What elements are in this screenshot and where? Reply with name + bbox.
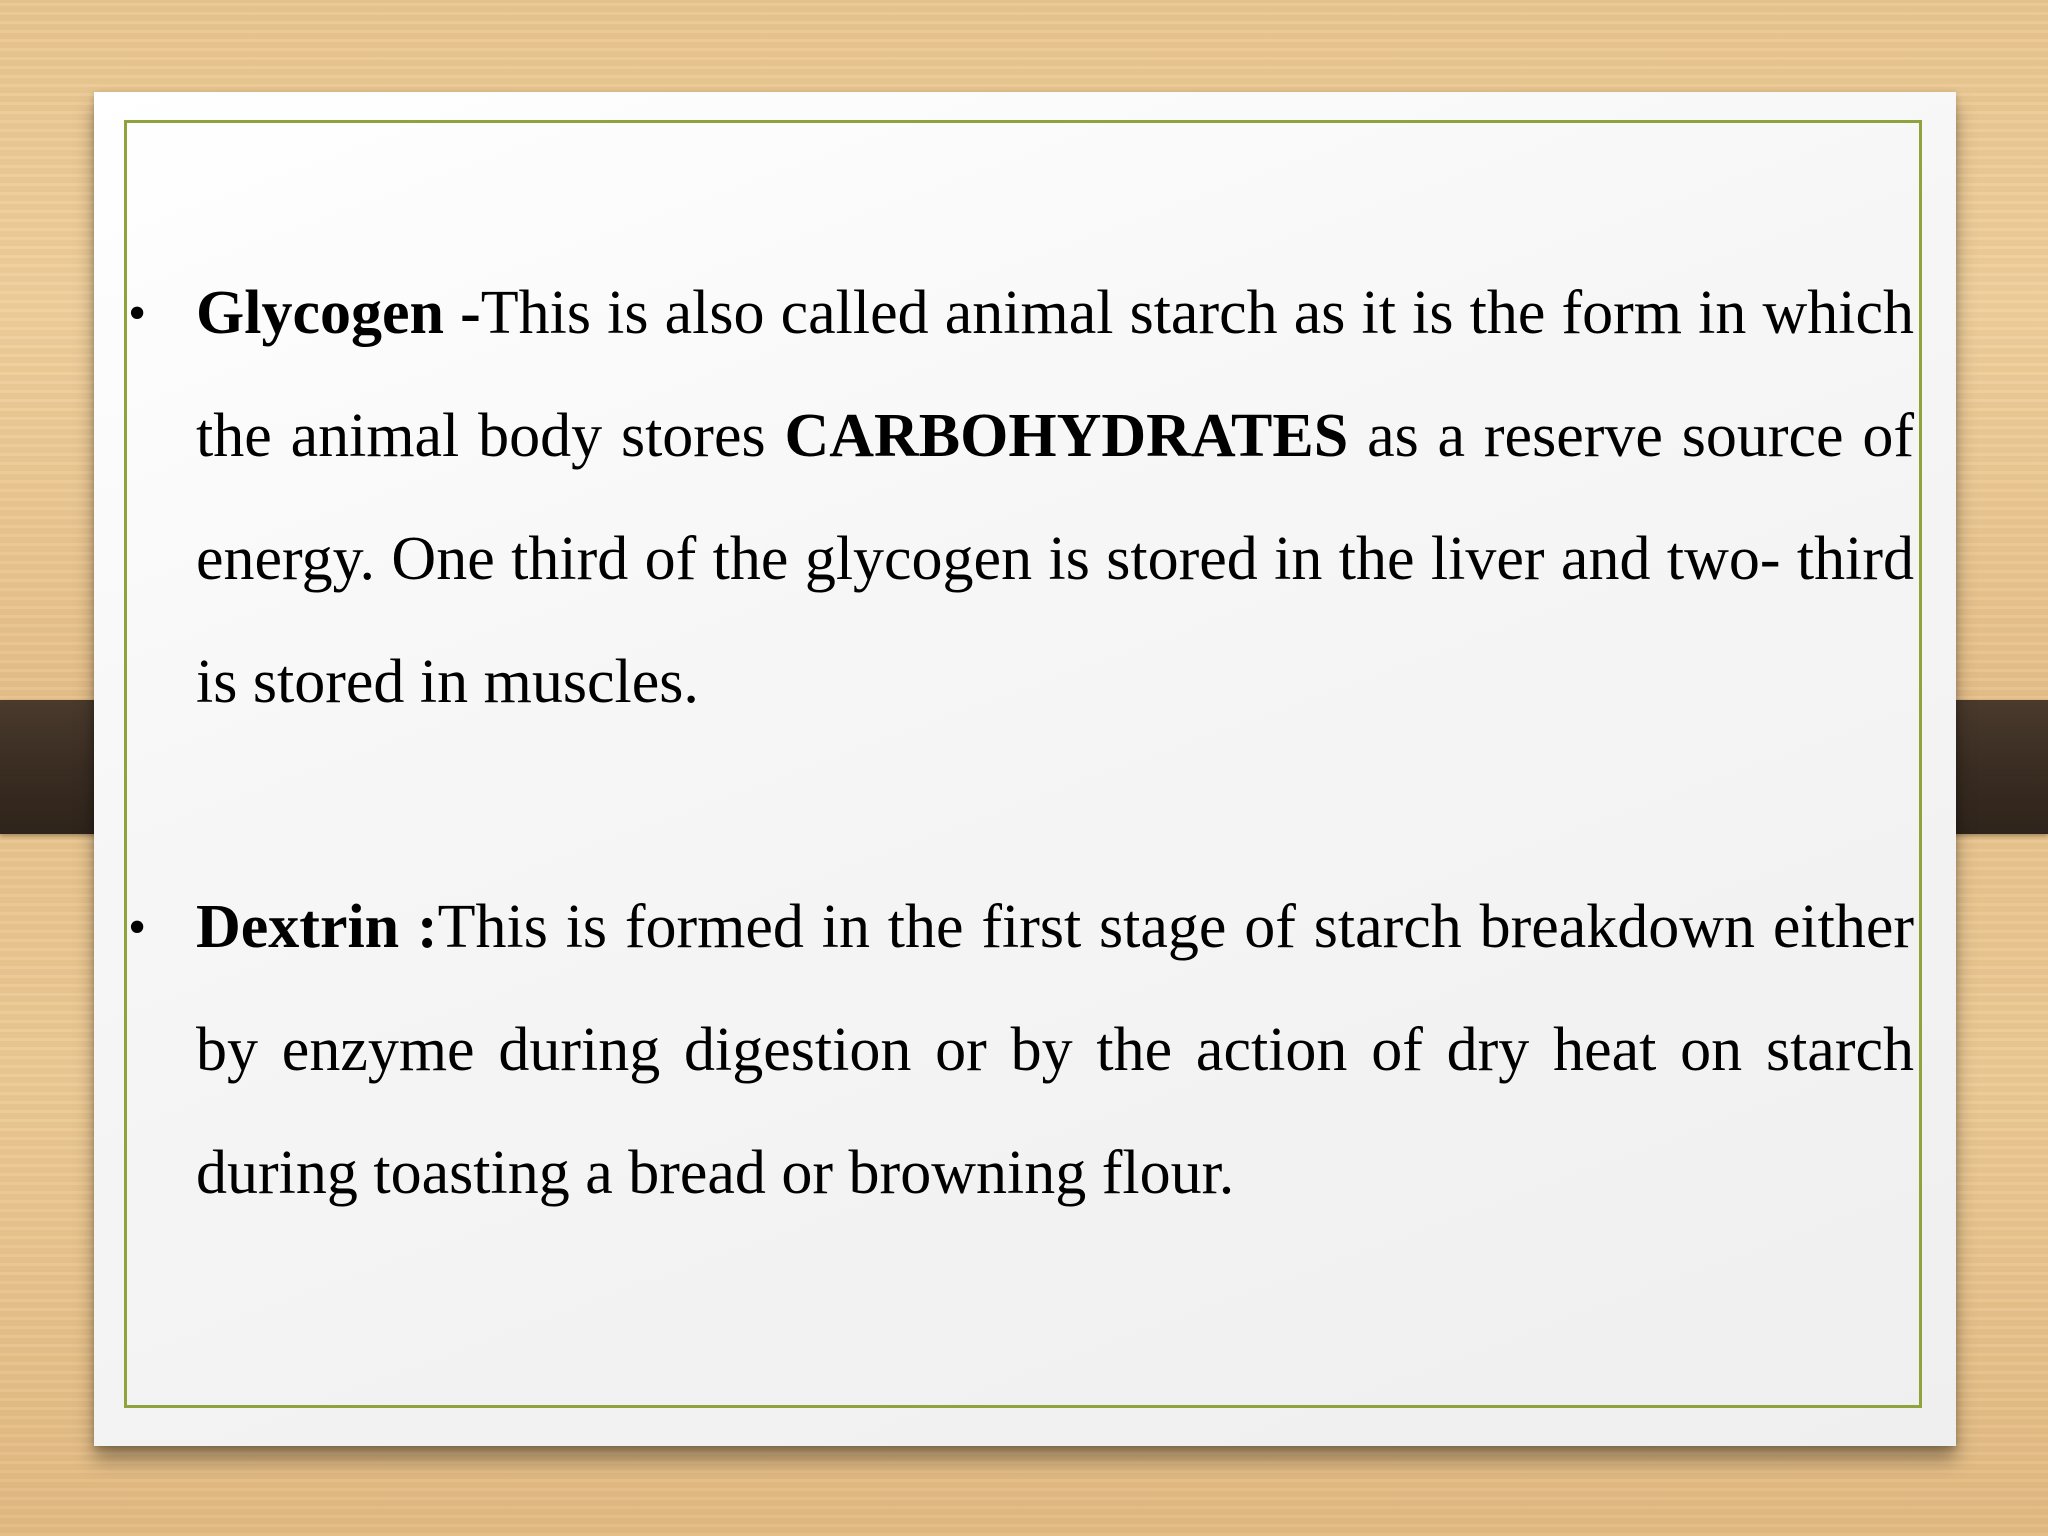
- term-dextrin: Dextrin :: [196, 893, 438, 961]
- bullet-dot: •: [128, 899, 147, 956]
- bullet-dextrin: [128, 866, 1914, 1235]
- glycogen-text-a: This is also called animal starch as it is the form in which the animal body stores: [196, 279, 1914, 470]
- bullet-dot: •: [128, 285, 147, 342]
- slide-content: [128, 252, 1914, 1235]
- dextrin-text: This is formed in the first stage of starch breakdown either by enzyme during digestion or by the action of dry heat on starch during toasting a bread or browning flour.: [196, 893, 1915, 1207]
- glycogen-text-b: as a reserve source of energy. One third of the glycogen is stored in the liver and two- third is stored in muscles.: [196, 402, 1914, 716]
- bullet-glycogen: [128, 252, 1914, 744]
- carbohydrates-emphasis: CARBOHYDRATES: [784, 402, 1349, 470]
- term-glycogen: Glycogen -: [196, 279, 481, 347]
